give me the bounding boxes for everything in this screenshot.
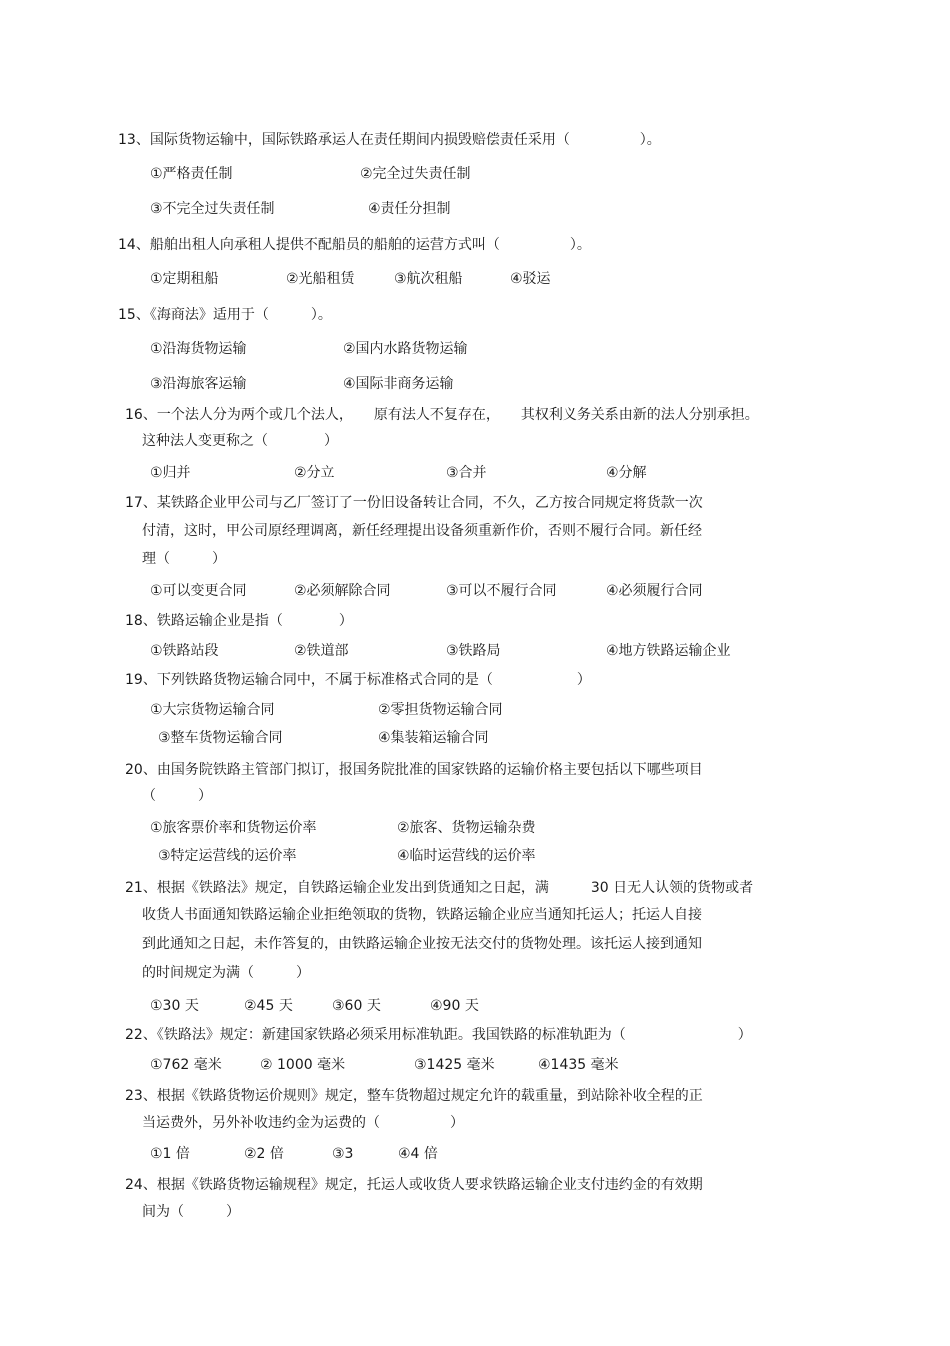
question-14-option-1: ①定期租船 (150, 271, 219, 287)
question-17-stem-line-3: 理（ ） (142, 551, 226, 567)
question-17-stem-line-1: 17、某铁路企业甲公司与乙厂签订了一份旧设备转让合同，不久，乙方按合同规定将货款一次 (125, 495, 703, 511)
question-18-option-2: ②铁道部 (294, 643, 349, 659)
question-13-option-4: ④责任分担制 (368, 201, 451, 217)
question-14-stem: 14、船舶出租人向承租人提供不配船员的船舶的运营方式叫（ ）。 (118, 237, 591, 253)
question-14-option-4: ④驳运 (510, 271, 551, 287)
question-19-option-4: ④集装箱运输合同 (378, 730, 489, 746)
question-16-option-4: ④分解 (606, 465, 647, 481)
question-20-stem-line-1: 20、由国务院铁路主管部门拟订，报国务院批准的国家铁路的运输价格主要包括以下哪些项目 (125, 762, 703, 778)
question-21-option-2: ②45 天 (244, 998, 293, 1014)
question-24-stem-line-2: 间为（ ） (142, 1204, 240, 1220)
question-17-option-2: ②必须解除合同 (294, 583, 391, 599)
question-22-option-4: ④1435 毫米 (538, 1057, 619, 1073)
question-23-option-2: ②2 倍 (244, 1146, 284, 1162)
question-15-option-2: ②国内水路货物运输 (343, 341, 468, 357)
question-18-stem: 18、铁路运输企业是指（ ） (125, 613, 353, 629)
question-21-option-1: ①30 天 (150, 998, 199, 1014)
question-21-stem-line-1: 21、根据《铁路法》规定，自铁路运输企业发出到货通知之日起，满 30 日无人认领的货物或者 (125, 880, 754, 896)
question-16-stem-line-1: 16、一个法人分为两个或几个法人， 原有法人不复存在， 其权利义务关系由新的法人分别承担。 (125, 407, 759, 423)
question-19-stem: 19、下列铁路货物运输合同中，不属于标准格式合同的是（ ） (125, 672, 591, 688)
question-13-stem: 13、国际货物运输中，国际铁路承运人在责任期间内损毁赔偿责任采用（ ）。 (118, 132, 661, 148)
question-15-option-3: ③沿海旅客运输 (150, 376, 247, 392)
question-17-option-1: ①可以变更合同 (150, 583, 247, 599)
question-20-option-1: ①旅客票价率和货物运价率 (150, 820, 317, 836)
question-17-option-4: ④必须履行合同 (606, 583, 703, 599)
question-21-stem-line-3: 到此通知之日起，未作答复的，由铁路运输企业按无法交付的货物处理。该托运人接到通知 (142, 936, 702, 952)
question-15-stem: 15、《海商法》适用于（ ）。 (118, 307, 332, 323)
question-20-option-2: ②旅客、货物运输杂费 (397, 820, 536, 836)
question-13-option-3: ③不完全过失责任制 (150, 201, 275, 217)
question-14-option-3: ③航次租船 (394, 271, 463, 287)
question-21-option-4: ④90 天 (430, 998, 479, 1014)
question-19-option-3: ③整车货物运输合同 (158, 730, 283, 746)
question-13-option-2: ②完全过失责任制 (360, 166, 471, 182)
question-23-stem-line-1: 23、根据《铁路货物运价规则》规定，整车货物超过规定允许的载重量，到站除补收全程的正 (125, 1088, 703, 1104)
question-19-option-1: ①大宗货物运输合同 (150, 702, 275, 718)
question-23-stem-line-2: 当运费外，另外补收违约金为运费的（ ） (142, 1115, 464, 1131)
question-16-option-2: ②分立 (294, 465, 335, 481)
question-23-option-1: ①1 倍 (150, 1146, 190, 1162)
question-23-option-3: ③3 (332, 1146, 354, 1162)
question-21-option-3: ③60 天 (332, 998, 381, 1014)
question-20-option-4: ④临时运营线的运价率 (397, 848, 536, 864)
question-15-option-1: ①沿海货物运输 (150, 341, 247, 357)
question-20-stem-line-2: （ ） (142, 788, 212, 804)
question-21-stem-line-4: 的时间规定为满（ ） (142, 965, 310, 981)
question-22-stem: 22、《铁路法》规定：新建国家铁路必须采用标准轨距。我国铁路的标准轨距为（ ） (125, 1027, 752, 1043)
question-17-option-3: ③可以不履行合同 (446, 583, 557, 599)
question-17-stem-line-2: 付清，这时，甲公司原经理调离，新任经理提出设备须重新作价，否则不履行合同。新任经 (142, 523, 702, 539)
question-13-option-1: ①严格责任制 (150, 166, 233, 182)
question-18-option-1: ①铁路站段 (150, 643, 219, 659)
question-20-option-3: ③特定运营线的运价率 (158, 848, 297, 864)
question-16-stem-line-2: 这种法人变更称之（ ） (142, 433, 338, 449)
question-16-option-3: ③合并 (446, 465, 487, 481)
question-21-stem-line-2: 收货人书面通知铁路运输企业拒绝领取的货物，铁路运输企业应当通知托运人；托运人自接 (142, 907, 702, 923)
question-23-option-4: ④4 倍 (398, 1146, 438, 1162)
question-18-option-3: ③铁路局 (446, 643, 501, 659)
question-15-option-4: ④国际非商务运输 (343, 376, 454, 392)
question-22-option-1: ①762 毫米 (150, 1057, 222, 1073)
question-18-option-4: ④地方铁路运输企业 (606, 643, 731, 659)
question-22-option-3: ③1425 毫米 (414, 1057, 495, 1073)
question-19-option-2: ②零担货物运输合同 (378, 702, 503, 718)
question-22-option-2: ② 1000 毫米 (260, 1057, 346, 1073)
question-14-option-2: ②光船租赁 (286, 271, 355, 287)
question-16-option-1: ①归并 (150, 465, 191, 481)
question-24-stem-line-1: 24、根据《铁路货物运输规程》规定，托运人或收货人要求铁路运输企业支付违约金的有效期 (125, 1177, 703, 1193)
